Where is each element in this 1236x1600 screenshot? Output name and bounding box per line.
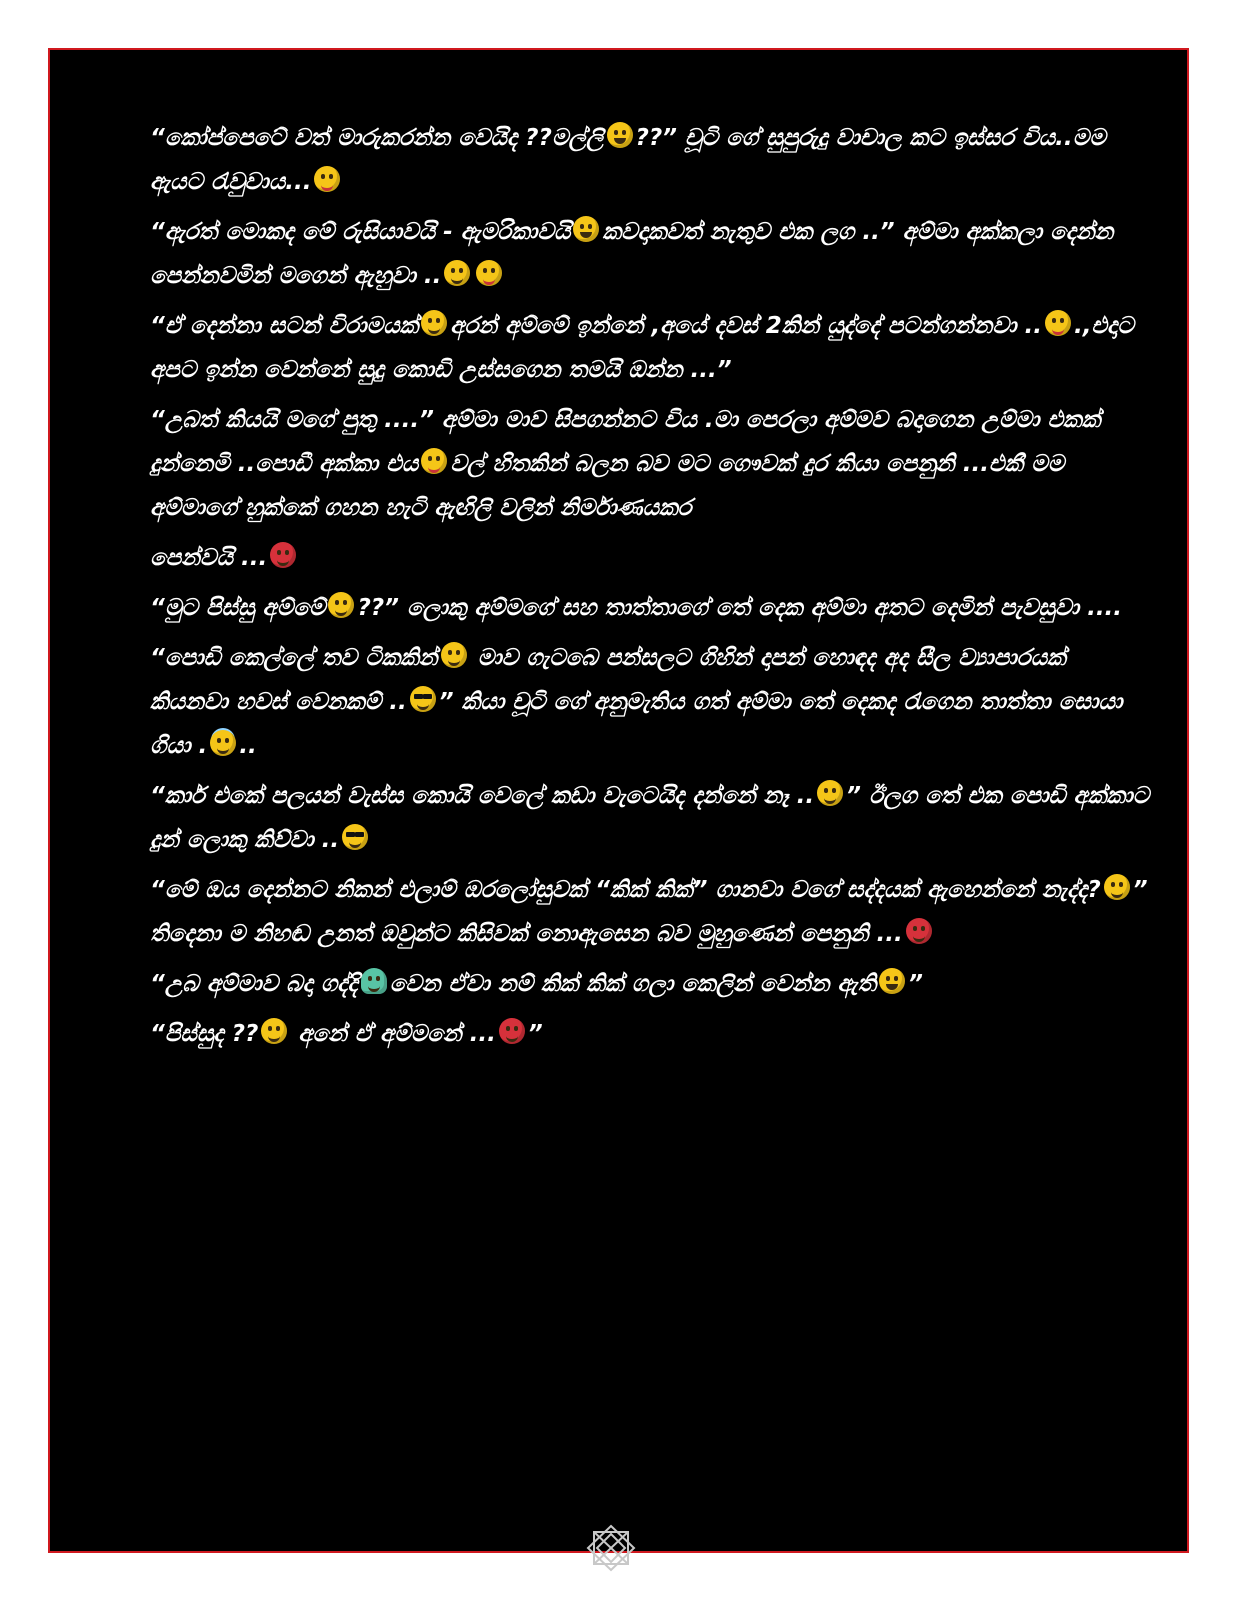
story-paragraph (150, 210, 1150, 298)
story-paragraph (150, 774, 1150, 862)
unamused-face-icon (441, 642, 467, 668)
savoring-food-face-icon (476, 260, 502, 286)
paragraph-text: වෙන ඒවා නම් කික් කික් ගලා කෙලින් වෙන්න ඇති (389, 971, 877, 997)
paragraph-text: ??” චූටි ගේ සුපුරුදු වාචාල කට ඉස්සර විය..මම ඇයට රැවුවාය... (150, 125, 1106, 195)
angry-face-icon (906, 918, 932, 944)
paragraph-text: “උබත් කියයි මගේ පුතු ....” අම්මා මාව සිපගන්නට විය .මා පෙරලා අම්මව බදාගෙන උම්මා එකක් දුන්නෙමි ..පොඩී අක්කා එය (150, 407, 1101, 477)
halo-face-icon (210, 730, 236, 756)
story-paragraph (150, 304, 1150, 392)
upside-down-face-icon (1104, 874, 1130, 900)
paragraph-text: වල් හිතකින් බලන බව මට ගෞවක් දුර කියා පෙනුනි ...එකී මම අම්මාගේ හුක්කේ ගහන හැටි ඇඟිලි වලින් නිර්මාණයකර (150, 451, 1065, 521)
ghost-icon (361, 968, 387, 994)
story-paragraph (150, 636, 1150, 768)
paragraph-text: “මේ ඔය දෙන්නට නිකන් එලාම් ඔරලෝසුවක් “කික් කික්” ගානවා වගේ සද්දයක් ඇහෙන්නේ නැද්ද? (150, 877, 1101, 903)
paragraph-text: අනේ ඒ අම්මනේ ... (290, 1021, 496, 1047)
paragraph-text: “ඒ දෙන්නා සටන් විරාමයක් (150, 313, 419, 339)
rolling-eyes-face-icon (444, 260, 470, 286)
story-text (150, 116, 1150, 1062)
paragraph-text: අරන් අම්මේ ඉන්නේ ,අයේ දවස් 2කින් යුද්දේ පටන්ගන්නවා .. (450, 313, 1042, 339)
paragraph-text: “කාර් එකේ පලයන් වැස්ස කොයි වෙලේ කඩා වැටෙයිද දන්නේ නෑ .. (150, 783, 815, 809)
tongue-out-face-icon (314, 166, 340, 192)
story-paragraph (150, 868, 1150, 956)
grinning-face-icon (879, 968, 905, 994)
tears-of-joy-face-icon (573, 216, 599, 242)
angry-face-icon (499, 1018, 525, 1044)
story-paragraph (150, 398, 1150, 530)
paragraph-text: ” (527, 1021, 543, 1047)
sunglasses-face-icon (410, 686, 436, 712)
kissing-face-icon (421, 310, 447, 336)
paragraph-text: “කෝප්පෙටේ වත් මාරුකරන්න වෙයිද ??මල්ලි (150, 125, 604, 151)
kissing-face-icon (817, 780, 843, 806)
paragraph-text: ” කියා චූටි ගේ අනුමැතිය ගත් අම්මා තේ දෙකද රැගෙන තාත්තා සොයා ගියා . (150, 689, 1123, 759)
paragraph-text: “උබ අම්මාව බදා ගද්දි (150, 971, 358, 997)
paragraph-text: “පිස්සුද ?? (150, 1021, 259, 1047)
paragraph-text: .,එදාට අපට ඉන්න වෙන්නේ සුදු කොඩි උස්සගෙන තමයි ඔන්න ...” (150, 313, 1134, 383)
story-paragraph (150, 116, 1150, 204)
geometric-star-logo-icon (582, 1524, 640, 1572)
story-paragraph (150, 1012, 1150, 1056)
winking-tongue-face-icon (1045, 310, 1071, 336)
paragraph-text: .. (239, 733, 257, 759)
paragraph-text: මාව ගැටබෙ පන්සලට ගිහින් දාපන් හොඳද අද සීල ව්‍යාපාරයක් කියනවා හවස් වෙනකම් .. (150, 645, 1066, 715)
story-paragraph (150, 962, 1150, 1006)
paragraph-text: “ඇරත් මොකද මේ රුසියාවයි - ඇමරිකාවයි (150, 219, 571, 245)
unamused-face-icon (328, 592, 354, 618)
paragraph-text: ” (908, 971, 923, 997)
paragraph-text: ” ඊලග තේ එක පොඩි අක්කාට දුන් ලොකු කිව්වා .. (150, 783, 1150, 853)
paragraph-text: “මුට පිස්සු අම්මේ (150, 595, 326, 621)
paragraph-text: ” තිදෙනා ම නිහඬ උනත් ඔවුන්ට කිසිවක් නොඇසෙන බව මුහුණෙන් පෙනුනි ... (150, 877, 1148, 947)
paragraph-text: කවදාකවත් නැතුව එක ලග ..” අම්මා අක්කලා දෙන්න පෙන්නවමින් මගෙන් ඇහුවා .. (150, 219, 1114, 289)
unamused-face-icon (261, 1018, 287, 1044)
angry-face-icon (270, 542, 296, 568)
story-paragraph (150, 536, 1150, 580)
page-frame (48, 48, 1189, 1553)
winking-tongue-face-icon (421, 448, 447, 474)
story-paragraph (150, 586, 1150, 630)
sunglasses-face-icon (342, 824, 368, 850)
paragraph-text: “පොඩි කෙල්ලේ තව ටිකකින් (150, 645, 438, 671)
paragraph-text: පෙන්වයි ... (150, 545, 268, 571)
laughing-face-icon (607, 122, 633, 148)
paragraph-text: ??” ලොකු අම්මගේ සහ තාත්තාගේ තේ දෙක අම්මා අතට දෙමින් පැවසුවා .... (357, 595, 1123, 621)
